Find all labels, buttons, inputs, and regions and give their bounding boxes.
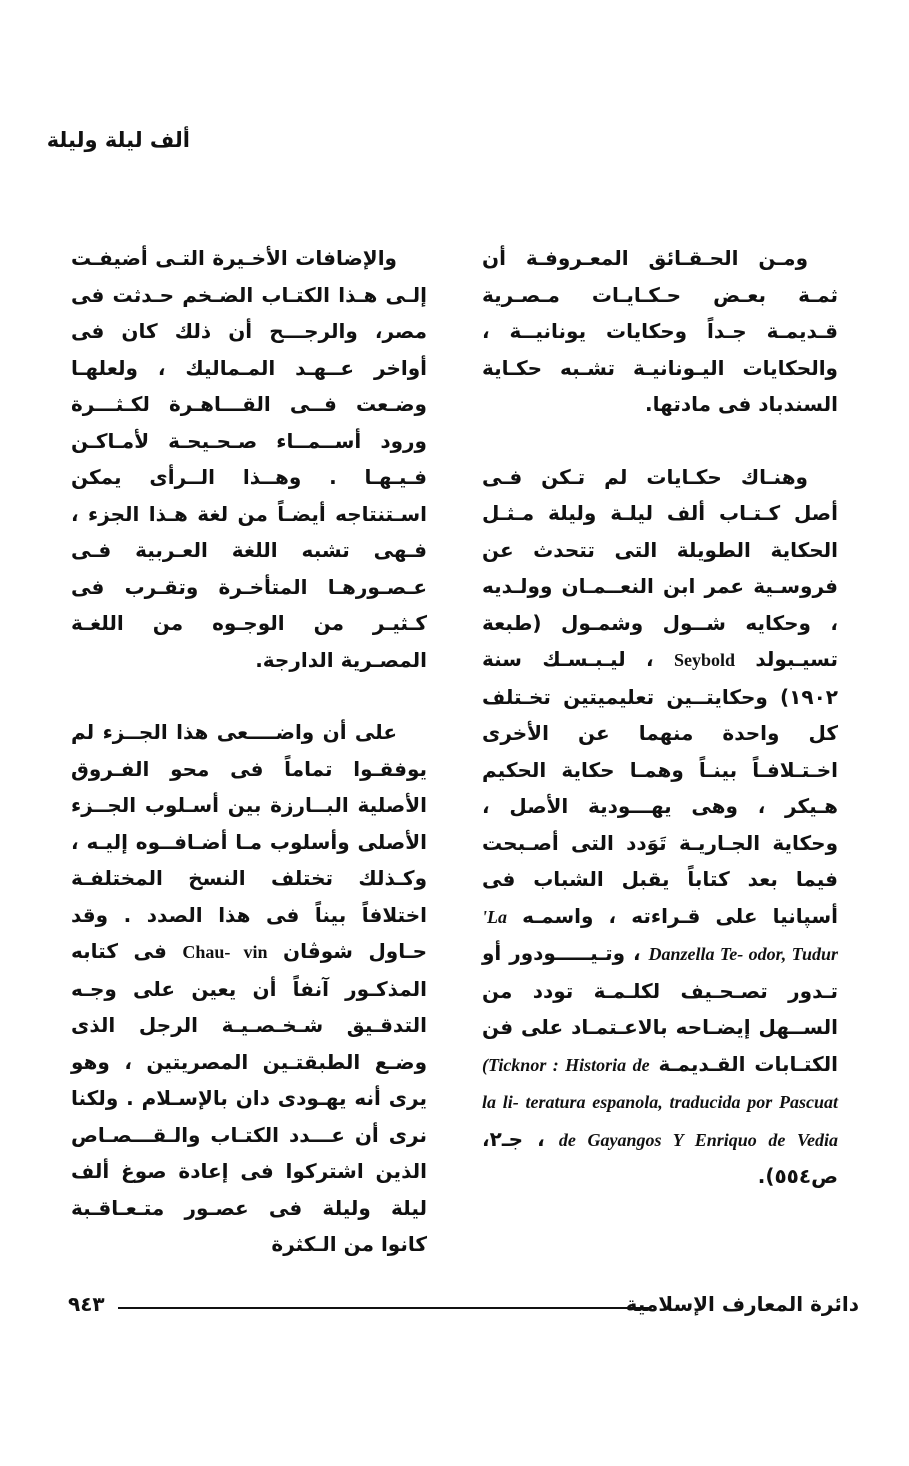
latin-reference: 'La Danzella Te- odor, Tudur xyxy=(482,906,838,964)
page-number: ٩٤٣ xyxy=(68,1292,105,1316)
text-column-right xyxy=(482,240,838,1195)
paragraph-text: على أن واضــــعى هذا الجــزء لم يوفقـوا تماماً فى محو الفـروق الأصلية البــارزة بين أسـلوب الجــزء الأصلى وأسلوب مـا أضـافــوه إليـه ، وكـذلك تختلف النسخ المختلفـة اختلافاً بيناً فى هذا الصدد . وقد حـاول شوڤان xyxy=(71,720,427,963)
paragraph-text: ، ليـبـسـك سنة ١٩٠٢) وحكايتــين تعليميتين تخـتلف كل واحدة منهما عن الأخرى اخـتـلافـاً بينـاً وهمـا حكاية الحكيم هـيكر ، وهى يهـــودية الأصل ، وحكاية الجـاريـة تَوَدد التى أصـبحت فيما بعد كتاباً يقبل الشباب فى أسپانيا على قـراءته ، واسمـه xyxy=(482,647,838,928)
publication-title: دائرة المعارف الإسلامية xyxy=(625,1292,859,1316)
paragraph-text: ، جـ٢، ص٥٥٤). xyxy=(482,1126,838,1188)
latin-reference: Chau- vin xyxy=(182,942,268,962)
text-column-left xyxy=(71,240,427,1263)
paragraph: والإضافات الأخـيرة التـى أضيفـت إلـى هـذا الكتـاب الضـخم حـدثت فى مصر، والرجـــح أن ذلك كان فى أواخر عــهـد المـماليك ، ولعلهـا وضـعت فــى القـــاهـرة لكـثـــرة ورود أســمــاء صـحـيحـة لأمـاكـن فـيـهـا . وهــذا الــرأى يمكن اسـتنتاجه أيضـاً من لغة هـذا الجزء ، فـهى تشبه اللغة العـربية فـى عـصـورهـا المتأخـرة وتقـرب فى كـثيـر من الوجـوه من اللغـة المصـرية الدارجة. xyxy=(71,246,427,672)
paragraph-text: وهنـاك حكـايات لم تـكن فـى أصل كـتـاب ألف ليلـة وليلة مـثـل الحكاية الطويلة التى تتحدث عن فروسـية عمر ابن النعــمـان وولـديه ، وحكايه شــول وشمـول (طبعة تسيـبولد xyxy=(482,464,838,671)
paragraph-text: فى كتابه المذكـور آنفاً أن يعين على وجـه التدقـيق شـخـصـيـة الرجل الذى وضـع الطبقتـين المصريتين ، وهو يرى أنه يهـودى دان بالإسـلام . ولكنا نرى أن عـــدد الكتـاب والـقـــصـاص الذين اشتركوا فى إعادة صوغ ألف ليلة وليلة فى عصـور متـعـاقـبة كانوا من الـكثرة xyxy=(71,939,427,1256)
latin-citation: (Ticknor : Historia de la li- teratura espanola, traducida por Pascuat de Gayangos Y Enriquo de Vedia xyxy=(482,1054,838,1150)
paragraph xyxy=(71,714,427,1263)
paragraph: ومـن الحـقـائق المعـروفـة أن ثمـة بعـض حـكـايـات مـصـرية قـديمـة جـداً وحكايات يونانيــة ، والحكايات اليـونانيـة تشـبه حكـاية السندباد فى مادتها. xyxy=(482,246,838,416)
latin-reference: Seybold xyxy=(673,650,735,670)
page-footer xyxy=(60,1292,859,1322)
paragraph xyxy=(482,459,838,1195)
footer-rule xyxy=(118,1307,649,1309)
paragraph-text: ، وتـيـــــودور أو تـدور تصـحـيف لكلـمـة تودد من الســهل إيضـاحه بالاعـتمـاد على فن الكتـابات القـديمـة xyxy=(482,941,839,1076)
running-title: ألف ليلة وليلة xyxy=(46,128,190,152)
